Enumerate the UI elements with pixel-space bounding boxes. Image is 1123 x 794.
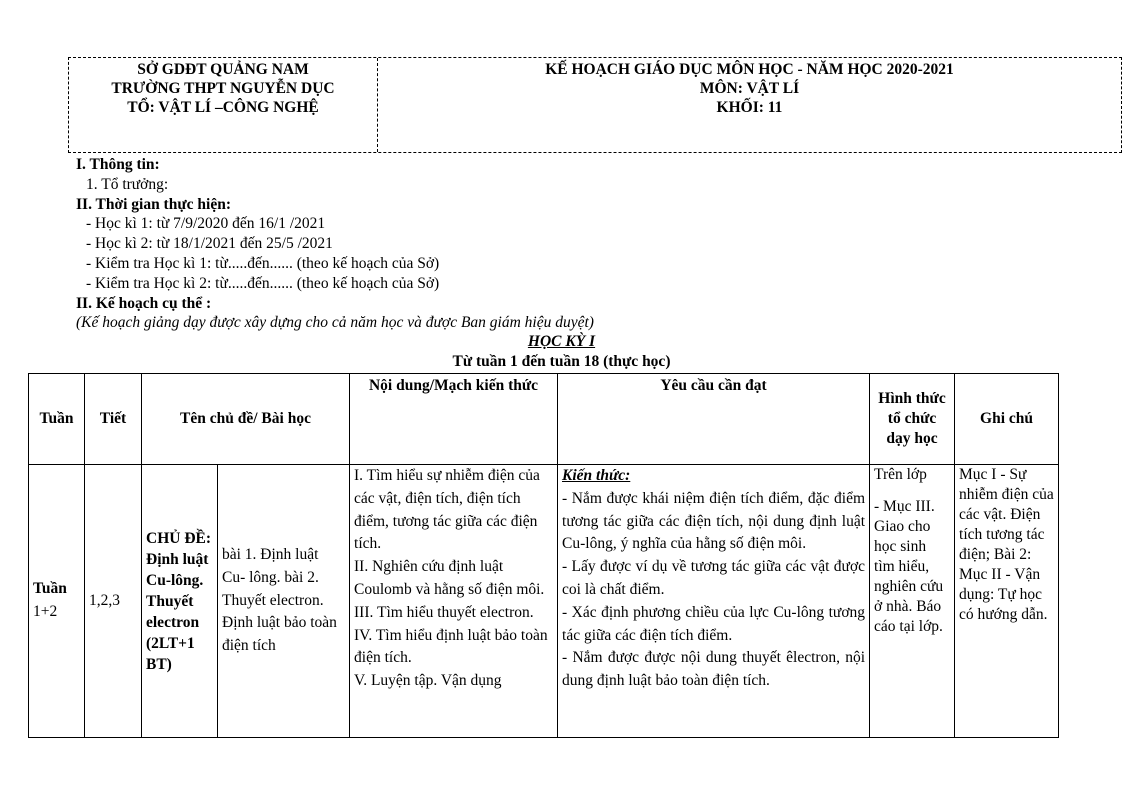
plan-note: (Kế hoạch giảng dạy được xây dựng cho cả năm học và được Ban giám hiệu duyệt)	[76, 314, 594, 332]
requirement-item: - Lấy được ví dụ về tương tác giữa các vật được coi là chất điểm.	[562, 558, 866, 598]
header-topic: Tên chủ đề/ Bài học	[142, 374, 350, 465]
table-row	[29, 465, 1059, 738]
header-requirements: Yêu cầu cần đạt	[558, 374, 870, 465]
content-item: I. Tìm hiểu sự nhiễm điện của các vật, điện tích, điện tích điểm, tương tác giữa các điện tích.	[354, 467, 540, 553]
school-name: TRƯỜNG THPT NGUYỄN DỤC	[111, 80, 335, 97]
content-item: V. Luyện tập. Vận dụng	[354, 672, 502, 690]
exam-1-dates: - Kiểm tra Học kì 1: từ.....đến...... (theo kế hoạch của Sở)	[86, 254, 440, 272]
header-content: Nội dung/Mạch kiến thức	[350, 374, 558, 465]
requirements-title: Kiến thức:	[562, 467, 631, 484]
header-week: Tuần	[29, 374, 85, 465]
info-section	[76, 155, 1076, 333]
cell-topic: CHỦ ĐỀ: Định luật Cu-lông. Thuyết electron (2LT+1 BT)	[142, 465, 218, 738]
group-name: TỔ: VẬT LÍ –CÔNG NGHỆ	[127, 99, 319, 116]
cell-lesson: bài 1. Định luật Cu- lông. bài 2. Thuyết electron. Định luật bảo toàn điện tích	[218, 465, 350, 738]
exam-2-dates: - Kiểm tra Học kì 2: từ.....đến...... (theo kế hoạch của Sở)	[86, 274, 440, 292]
cell-week	[29, 465, 85, 738]
semester-title: HỌC KỲ I	[527, 333, 596, 350]
week-label: Tuần	[33, 580, 67, 598]
semester-1-dates: - Học kì 1: từ 7/9/2020 đến 16/1 /2021	[86, 215, 326, 233]
content-item: IV. Tìm hiểu định luật bảo toàn điện tích.	[354, 626, 548, 667]
cell-content	[350, 465, 558, 738]
content-item: III. Tìm hiểu thuyết electron.	[354, 603, 534, 621]
cell-note: Mục I - Sự nhiễm điện của các vật. Điện tích tương tác điện; Bài 2: Mục II - Vận dụng: Tự học có hướng dẫn.	[955, 465, 1059, 738]
plan-title: KẾ HOẠCH GIÁO DỤC MÔN HỌC - NĂM HỌC 2020-2021	[545, 61, 954, 78]
plan-title-block	[378, 58, 1121, 152]
document-header	[68, 57, 1122, 153]
requirement-item: - Nắm được được nội dung thuyết êlectron, nội dung định luật bảo toàn điện tích.	[562, 649, 866, 690]
team-leader-line: 1. Tổ trưởng:	[86, 175, 169, 193]
requirement-item: - Xác định phương chiều của lực Cu-lông tương tác giữa các điện tích điểm.	[562, 603, 866, 644]
cell-period: 1,2,3	[85, 465, 142, 738]
cell-form	[870, 465, 955, 738]
lesson-plan-table	[28, 373, 1059, 738]
semester-subtitle: Từ tuần 1 đến tuần 18 (thực học)	[452, 353, 671, 370]
cell-requirements	[558, 465, 870, 738]
table-header-row	[29, 374, 1059, 465]
form-in-class: Trên lớp	[874, 466, 927, 483]
section-1-title: I. Thông tin:	[76, 156, 160, 173]
week-number: 1+2	[33, 603, 58, 620]
header-form: Hình thức tổ chức dạy học	[870, 374, 955, 465]
header-note: Ghi chú	[955, 374, 1059, 465]
form-self-study: - Mục III. Giao cho học sinh tìm hiểu, nghiên cứu ở nhà. Báo cáo tại lớp.	[874, 498, 944, 635]
subject-name: MÔN: VẬT LÍ	[699, 80, 800, 97]
semester-2-dates: - Học kì 2: từ 18/1/2021 đến 25/5 /2021	[86, 235, 333, 253]
content-item: II. Nghiên cứu định luật Coulomb và hằng số điện môi.	[354, 558, 545, 598]
header-period: Tiết	[85, 374, 142, 465]
requirement-item: - Nắm được khái niệm điện tích điểm, đặc điểm tương tác giữa các điện tích, nội dung định luật Cu-lông, ý nghĩa của hằng số điện môi.	[562, 489, 866, 553]
department-name: SỞ GDĐT QUẢNG NAM	[137, 61, 309, 78]
school-info	[69, 58, 378, 152]
section-2-title: II. Thời gian thực hiện:	[76, 195, 231, 213]
grade-level: KHỐI: 11	[716, 99, 783, 116]
section-3-title: II. Kế hoạch cụ thể :	[76, 294, 212, 312]
